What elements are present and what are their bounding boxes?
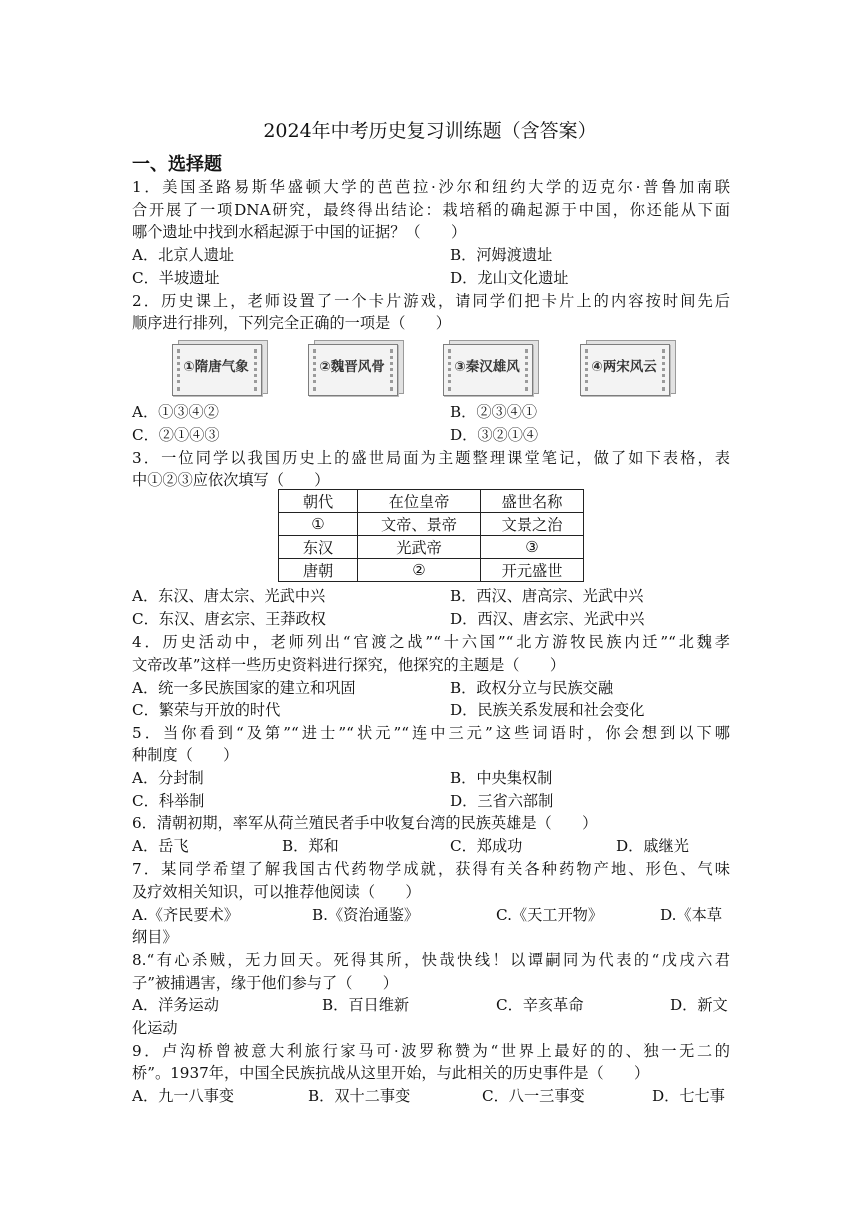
question-4-line-1: 4．历史活动中，老师列出“官渡之战”“十六国”“北方游牧民族内迁”“北魏孝: [132, 633, 730, 651]
question-5-line-2: 种制度（ ）: [132, 746, 239, 764]
question-1-option-d: D．龙山文化遗址: [450, 269, 569, 287]
question-7-line-1: 7．某同学希望了解我国古代药物学成就，获得有关各种药物产地、形色、气味: [132, 860, 730, 878]
question-2-option-d: D．③②①④: [450, 426, 539, 444]
question-4-option-a: A．统一多民族国家的建立和巩固: [132, 679, 356, 697]
question-9-line-2: 桥”。1937年，中国全民族抗战从这里开始，与此相关的历史事件是（ ）: [132, 1064, 650, 1082]
question-7-option-a: A.《齐民要术》: [132, 906, 239, 924]
question-5-line-1: 5．当你看到“及第”“进士”“状元”“连中三元”这些词语时，你会想到以下哪: [132, 724, 730, 742]
question-9-option-d: D．七七事: [652, 1087, 725, 1105]
question-4-option-d: D．民族关系发展和社会变化: [450, 701, 645, 719]
question-1-option-a: A．北京人遗址: [132, 246, 235, 264]
question-8-option-d: D．新文: [670, 996, 728, 1014]
history-card-3: [443, 338, 539, 396]
table-row: [279, 536, 584, 559]
question-9-option-c: C．八一三事变: [482, 1087, 585, 1105]
section-heading: 一、选择题: [132, 154, 222, 175]
question-5-option-d: D．三省六部制: [450, 792, 554, 810]
question-3-option-c: C．东汉、唐玄宗、王莽政权: [132, 610, 326, 628]
question-2-option-a: A．①③④②: [132, 403, 219, 421]
question-6-option-d: D．戚继光: [616, 837, 689, 855]
table-header-cell: 在位皇帝: [358, 490, 481, 513]
question-1-option-b: B．河姆渡遗址: [450, 246, 553, 264]
table-cell: 唐朝: [279, 559, 358, 582]
question-1-option-c: C．半坡遗址: [132, 269, 220, 287]
question-3-option-a: A．东汉、唐太宗、光武中兴: [132, 587, 326, 605]
table-cell: 文景之治: [481, 513, 584, 536]
question-8-option-d-continued: 化运动: [132, 1019, 178, 1037]
table-cell: ③: [481, 536, 584, 559]
question-1-line-3: 哪个遗址中找到水稻起源于中国的证据？（ ）: [132, 223, 467, 241]
question-2-line-1: 2．历史课上，老师设置了一个卡片游戏，请同学们把卡片上的内容按时间先后: [132, 292, 730, 310]
question-2-line-2: 顺序进行排列，下列完全正确的一项是（ ）: [132, 314, 451, 332]
question-6-option-b: B．郑和: [282, 837, 339, 855]
question-8-line-2: 子”被捕遇害，缘于他们参与了（ ）: [132, 974, 398, 992]
question-9-option-b: B．双十二事变: [308, 1087, 411, 1105]
table-cell: ②: [358, 559, 481, 582]
question-7-option-d: D.《本草: [660, 906, 723, 924]
question-7-option-d-continued: 纲目》: [132, 928, 178, 946]
question-9-line-1: 9．卢沟桥曾被意大利旅行家马可·波罗称赞为“世界上最好的的、独一无二的: [132, 1042, 730, 1060]
history-card-1: [172, 338, 268, 396]
question-2-option-b: B．②③④①: [450, 403, 538, 421]
question-7-option-c: C.《天工开物》: [496, 906, 604, 924]
question-5-option-c: C．科举制: [132, 792, 205, 810]
history-card-1-label: ①隋唐气象: [183, 359, 249, 375]
history-card-4: [580, 338, 676, 396]
question-8-line-1: 8.“有心杀贼，无力回天。死得其所，快哉快线！以谭嗣同为代表的“戊戌六君: [132, 951, 730, 969]
question-3-option-d: D．西汉、唐玄宗、光武中兴: [450, 610, 645, 628]
dynasty-table: [278, 489, 584, 582]
document-title: 2024年中考历史复习训练题（含答案）: [263, 120, 597, 142]
question-2-option-c: C．②①④③: [132, 426, 220, 444]
question-3-line-2: 中①②③应依次填写（ ）: [132, 471, 330, 489]
question-1-line-2: 合开展了一项DNA研究，最终得出结论：栽培稻的确起源于中国，你还能从下面: [132, 201, 730, 219]
question-3-line-1: 3．一位同学以我国历史上的盛世局面为主题整理课堂笔记，做了如下表格，表: [132, 449, 730, 467]
question-6-line-1: 6．清朝初期，率军从荷兰殖民者手中收复台湾的民族英雄是（ ）: [132, 814, 598, 832]
question-8-option-a: A．洋务运动: [132, 996, 219, 1014]
table-header-cell: 朝代: [279, 490, 358, 513]
question-4-option-b: B．政权分立与民族交融: [450, 679, 614, 697]
question-4-line-2: 文帝改革”这样一些历史资料进行探究，他探究的主题是（ ）: [132, 656, 566, 674]
question-8-option-c: C．辛亥革命: [496, 996, 584, 1014]
table-row: [279, 559, 584, 582]
question-7-option-b: B.《资治通鉴》: [312, 906, 420, 924]
question-4-option-c: C．繁荣与开放的时代: [132, 701, 281, 719]
question-5-option-a: A．分封制: [132, 769, 204, 787]
table-cell: 开元盛世: [481, 559, 584, 582]
table-cell: 文帝、景帝: [358, 513, 481, 536]
table-cell: ①: [279, 513, 358, 536]
question-6-option-a: A．岳飞: [132, 837, 189, 855]
question-1-line-1: 1．美国圣路易斯华盛顿大学的芭芭拉·沙尔和纽约大学的迈克尔·普鲁加南联: [132, 178, 730, 196]
history-card-2: [308, 338, 404, 396]
question-5-option-b: B．中央集权制: [450, 769, 553, 787]
table-header-cell: 盛世名称: [481, 490, 584, 513]
history-card-4-label: ④两宋风云: [591, 359, 657, 375]
question-3-option-b: B．西汉、唐高宗、光武中兴: [450, 587, 644, 605]
question-7-line-2: 及疗效相关知识，可以推荐他阅读（ ）: [132, 883, 421, 901]
table-cell: 东汉: [279, 536, 358, 559]
question-6-option-c: C．郑成功: [450, 837, 523, 855]
table-cell: 光武帝: [358, 536, 481, 559]
history-card-3-label: ③秦汉雄风: [454, 359, 520, 375]
table-row: [279, 513, 584, 536]
history-card-2-label: ②魏晋风骨: [319, 359, 385, 375]
question-9-option-a: A．九一八事变: [132, 1087, 235, 1105]
table-header-row: [279, 490, 584, 513]
question-8-option-b: B．百日维新: [322, 996, 410, 1014]
